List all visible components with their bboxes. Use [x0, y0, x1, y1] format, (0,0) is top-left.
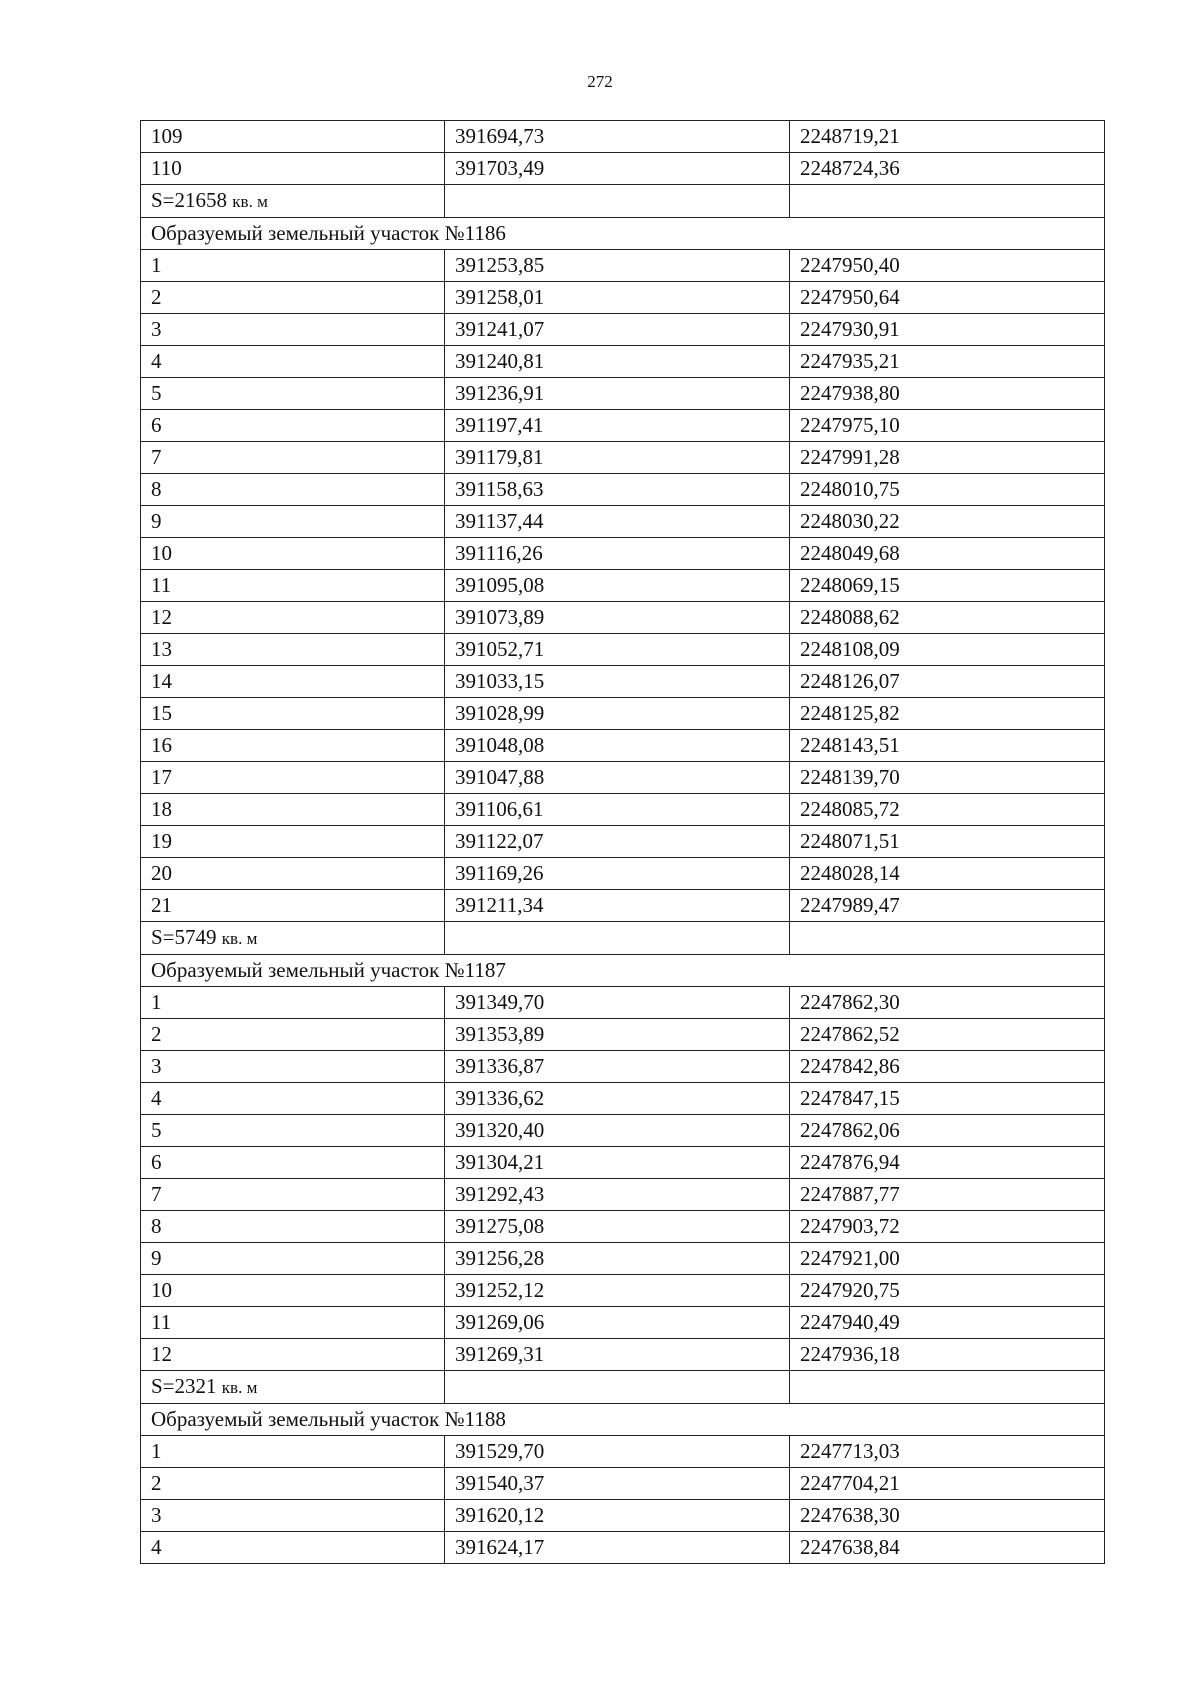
- point-number-cell: 4: [141, 1532, 445, 1564]
- point-row: [141, 314, 1105, 346]
- point-row: [141, 250, 1105, 282]
- y-coordinate-cell: 2247713,03: [790, 1436, 1105, 1468]
- point-row: [141, 346, 1105, 378]
- y-coordinate-cell: 2247950,40: [790, 250, 1105, 282]
- x-coordinate-cell: 391095,08: [445, 570, 790, 602]
- area-value: S=2321: [151, 1374, 217, 1398]
- point-number-cell: 8: [141, 1211, 445, 1243]
- y-coordinate-cell: 2247989,47: [790, 890, 1105, 922]
- point-row: [141, 698, 1105, 730]
- point-number-cell: 4: [141, 1083, 445, 1115]
- y-coordinate-cell: 2247940,49: [790, 1307, 1105, 1339]
- x-coordinate-cell: 391349,70: [445, 987, 790, 1019]
- y-coordinate-cell: 2247862,52: [790, 1019, 1105, 1051]
- point-number-cell: 7: [141, 442, 445, 474]
- point-row: [141, 282, 1105, 314]
- section-title: Образуемый земельный участок №1188: [141, 1404, 1105, 1436]
- area-row: [141, 1371, 1105, 1404]
- point-number-cell: 2: [141, 282, 445, 314]
- y-coordinate-cell: 2248069,15: [790, 570, 1105, 602]
- point-row: [141, 1307, 1105, 1339]
- x-coordinate-cell: 391256,28: [445, 1243, 790, 1275]
- point-row: [141, 1500, 1105, 1532]
- y-coordinate-cell: 2248126,07: [790, 666, 1105, 698]
- point-row: [141, 858, 1105, 890]
- x-coordinate-cell: 391292,43: [445, 1179, 790, 1211]
- x-coordinate-cell: 391179,81: [445, 442, 790, 474]
- area-value: S=21658: [151, 188, 228, 212]
- area-unit: кв. м: [221, 1378, 258, 1397]
- section-header-row: [141, 218, 1105, 250]
- x-coordinate-cell: 391241,07: [445, 314, 790, 346]
- x-coordinate-cell: 391336,62: [445, 1083, 790, 1115]
- x-coordinate-cell: 391028,99: [445, 698, 790, 730]
- x-coordinate-cell: 391703,49: [445, 153, 790, 185]
- point-number-cell: 14: [141, 666, 445, 698]
- y-coordinate-cell: 2248143,51: [790, 730, 1105, 762]
- x-coordinate-cell: 391169,26: [445, 858, 790, 890]
- y-coordinate-cell: 2247638,84: [790, 1532, 1105, 1564]
- point-number-cell: 7: [141, 1179, 445, 1211]
- point-row: [141, 506, 1105, 538]
- point-number-cell: 3: [141, 1051, 445, 1083]
- x-coordinate-cell: 391252,12: [445, 1275, 790, 1307]
- area-unit: кв. м: [232, 192, 268, 211]
- x-coordinate-cell: 391620,12: [445, 1500, 790, 1532]
- y-coordinate-cell: 2248125,82: [790, 698, 1105, 730]
- y-coordinate-cell: 2248085,72: [790, 794, 1105, 826]
- y-coordinate-cell: 2248049,68: [790, 538, 1105, 570]
- x-coordinate-cell: 391047,88: [445, 762, 790, 794]
- y-coordinate-cell: 2248071,51: [790, 826, 1105, 858]
- point-number-cell: 10: [141, 538, 445, 570]
- point-number-cell: 2: [141, 1019, 445, 1051]
- point-number-cell: 1: [141, 1436, 445, 1468]
- point-number-cell: 110: [141, 153, 445, 185]
- y-coordinate-cell: 2247638,30: [790, 1500, 1105, 1532]
- point-number-cell: 19: [141, 826, 445, 858]
- x-coordinate-cell: 391320,40: [445, 1115, 790, 1147]
- point-number-cell: 20: [141, 858, 445, 890]
- point-row: [141, 570, 1105, 602]
- empty-cell: [445, 185, 790, 218]
- x-coordinate-cell: 391211,34: [445, 890, 790, 922]
- empty-cell: [790, 1371, 1105, 1404]
- point-number-cell: 18: [141, 794, 445, 826]
- empty-cell: [445, 922, 790, 955]
- point-row: [141, 730, 1105, 762]
- y-coordinate-cell: 2247930,91: [790, 314, 1105, 346]
- y-coordinate-cell: 2247938,80: [790, 378, 1105, 410]
- x-coordinate-cell: 391540,37: [445, 1468, 790, 1500]
- area-row: [141, 185, 1105, 218]
- x-coordinate-cell: 391073,89: [445, 602, 790, 634]
- point-row: [141, 666, 1105, 698]
- point-row: [141, 602, 1105, 634]
- y-coordinate-cell: 2247936,18: [790, 1339, 1105, 1371]
- point-row: [141, 410, 1105, 442]
- y-coordinate-cell: 2247876,94: [790, 1147, 1105, 1179]
- x-coordinate-cell: 391269,06: [445, 1307, 790, 1339]
- point-row: [141, 378, 1105, 410]
- point-row: [141, 1179, 1105, 1211]
- x-coordinate-cell: 391269,31: [445, 1339, 790, 1371]
- y-coordinate-cell: 2248030,22: [790, 506, 1105, 538]
- point-row: [141, 1115, 1105, 1147]
- point-row: [141, 762, 1105, 794]
- point-row: [141, 538, 1105, 570]
- y-coordinate-cell: 2248088,62: [790, 602, 1105, 634]
- point-row: [141, 1147, 1105, 1179]
- area-cell: [141, 922, 445, 955]
- point-number-cell: 17: [141, 762, 445, 794]
- point-row: [141, 1339, 1105, 1371]
- section-title: Образуемый земельный участок №1187: [141, 955, 1105, 987]
- x-coordinate-cell: 391236,91: [445, 378, 790, 410]
- point-row: [141, 442, 1105, 474]
- x-coordinate-cell: 391624,17: [445, 1532, 790, 1564]
- x-coordinate-cell: 391048,08: [445, 730, 790, 762]
- y-coordinate-cell: 2248139,70: [790, 762, 1105, 794]
- point-number-cell: 8: [141, 474, 445, 506]
- point-number-cell: 11: [141, 570, 445, 602]
- point-row: [141, 1243, 1105, 1275]
- point-row: [141, 794, 1105, 826]
- x-coordinate-cell: 391253,85: [445, 250, 790, 282]
- y-coordinate-cell: 2247704,21: [790, 1468, 1105, 1500]
- point-number-cell: 9: [141, 1243, 445, 1275]
- point-number-cell: 109: [141, 121, 445, 153]
- point-row: [141, 474, 1105, 506]
- point-number-cell: 1: [141, 250, 445, 282]
- point-row: [141, 153, 1105, 185]
- point-row: [141, 121, 1105, 153]
- y-coordinate-cell: 2247991,28: [790, 442, 1105, 474]
- page-number: 272: [587, 72, 613, 91]
- point-number-cell: 3: [141, 1500, 445, 1532]
- section-title: Образуемый земельный участок №1186: [141, 218, 1105, 250]
- empty-cell: [790, 922, 1105, 955]
- point-number-cell: 5: [141, 378, 445, 410]
- x-coordinate-cell: 391052,71: [445, 634, 790, 666]
- point-row: [141, 1468, 1105, 1500]
- x-coordinate-cell: 391258,01: [445, 282, 790, 314]
- point-number-cell: 11: [141, 1307, 445, 1339]
- point-row: [141, 826, 1105, 858]
- point-number-cell: 2: [141, 1468, 445, 1500]
- x-coordinate-cell: 391116,26: [445, 538, 790, 570]
- x-coordinate-cell: 391694,73: [445, 121, 790, 153]
- x-coordinate-cell: 391106,61: [445, 794, 790, 826]
- point-row: [141, 1436, 1105, 1468]
- point-number-cell: 16: [141, 730, 445, 762]
- y-coordinate-cell: 2247862,30: [790, 987, 1105, 1019]
- y-coordinate-cell: 2247950,64: [790, 282, 1105, 314]
- point-number-cell: 13: [141, 634, 445, 666]
- point-row: [141, 1211, 1105, 1243]
- area-row: [141, 922, 1105, 955]
- coordinates-table: [140, 120, 1105, 1564]
- y-coordinate-cell: 2248724,36: [790, 153, 1105, 185]
- x-coordinate-cell: 391122,07: [445, 826, 790, 858]
- point-number-cell: 5: [141, 1115, 445, 1147]
- y-coordinate-cell: 2247975,10: [790, 410, 1105, 442]
- y-coordinate-cell: 2247842,86: [790, 1051, 1105, 1083]
- x-coordinate-cell: 391529,70: [445, 1436, 790, 1468]
- x-coordinate-cell: 391197,41: [445, 410, 790, 442]
- point-row: [141, 890, 1105, 922]
- point-number-cell: 12: [141, 1339, 445, 1371]
- point-row: [141, 1051, 1105, 1083]
- y-coordinate-cell: 2248108,09: [790, 634, 1105, 666]
- empty-cell: [790, 185, 1105, 218]
- empty-cell: [445, 1371, 790, 1404]
- point-number-cell: 6: [141, 410, 445, 442]
- point-row: [141, 634, 1105, 666]
- y-coordinate-cell: 2247862,06: [790, 1115, 1105, 1147]
- x-coordinate-cell: 391336,87: [445, 1051, 790, 1083]
- area-cell: [141, 1371, 445, 1404]
- y-coordinate-cell: 2247887,77: [790, 1179, 1105, 1211]
- x-coordinate-cell: 391240,81: [445, 346, 790, 378]
- x-coordinate-cell: 391304,21: [445, 1147, 790, 1179]
- area-value: S=5749: [151, 925, 217, 949]
- point-number-cell: 4: [141, 346, 445, 378]
- point-number-cell: 9: [141, 506, 445, 538]
- x-coordinate-cell: 391353,89: [445, 1019, 790, 1051]
- area-unit: кв. м: [221, 929, 258, 948]
- y-coordinate-cell: 2247920,75: [790, 1275, 1105, 1307]
- point-number-cell: 6: [141, 1147, 445, 1179]
- section-header-row: [141, 955, 1105, 987]
- x-coordinate-cell: 391137,44: [445, 506, 790, 538]
- point-row: [141, 1532, 1105, 1564]
- point-number-cell: 15: [141, 698, 445, 730]
- area-cell: [141, 185, 445, 218]
- y-coordinate-cell: 2248028,14: [790, 858, 1105, 890]
- point-number-cell: 1: [141, 987, 445, 1019]
- x-coordinate-cell: 391158,63: [445, 474, 790, 506]
- point-row: [141, 1275, 1105, 1307]
- y-coordinate-cell: 2248010,75: [790, 474, 1105, 506]
- y-coordinate-cell: 2247847,15: [790, 1083, 1105, 1115]
- x-coordinate-cell: 391275,08: [445, 1211, 790, 1243]
- y-coordinate-cell: 2247921,00: [790, 1243, 1105, 1275]
- y-coordinate-cell: 2247935,21: [790, 346, 1105, 378]
- section-header-row: [141, 1404, 1105, 1436]
- y-coordinate-cell: 2248719,21: [790, 121, 1105, 153]
- y-coordinate-cell: 2247903,72: [790, 1211, 1105, 1243]
- point-number-cell: 3: [141, 314, 445, 346]
- point-number-cell: 21: [141, 890, 445, 922]
- point-number-cell: 12: [141, 602, 445, 634]
- point-number-cell: 10: [141, 1275, 445, 1307]
- point-row: [141, 1083, 1105, 1115]
- x-coordinate-cell: 391033,15: [445, 666, 790, 698]
- point-row: [141, 987, 1105, 1019]
- point-row: [141, 1019, 1105, 1051]
